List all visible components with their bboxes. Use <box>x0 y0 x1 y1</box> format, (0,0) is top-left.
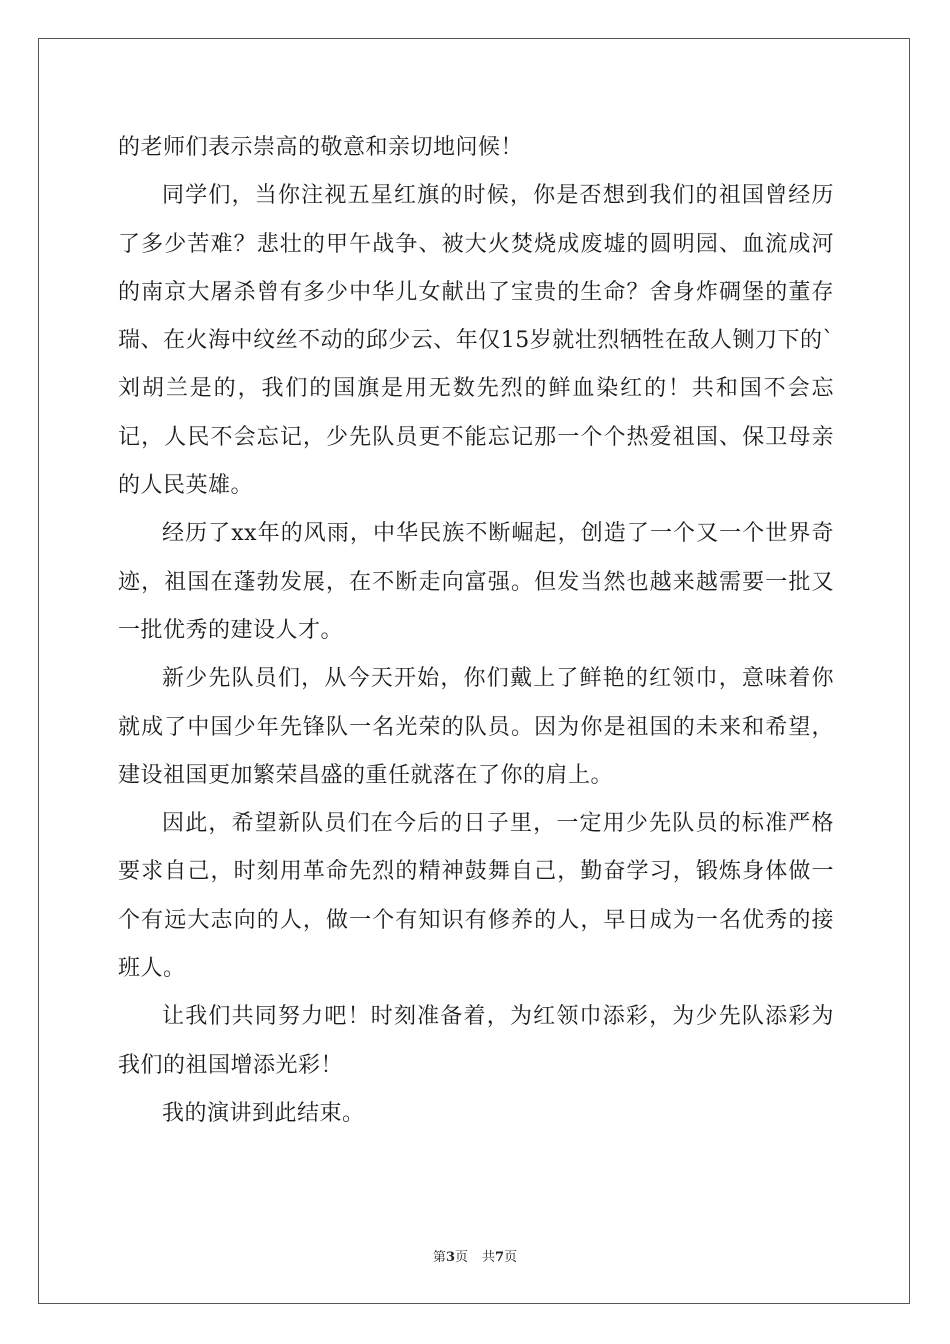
document-body <box>118 124 834 1138</box>
paragraph: 让我们共同努力吧！时刻准备着，为红领巾添彩，为少先队添彩为我们的祖国增添光彩！ <box>118 1004 834 1078</box>
page-footer <box>0 1246 950 1265</box>
page-prefix: 第 <box>432 1250 446 1265</box>
paragraph: 经历了xx年的风雨，中华民族不断崛起，创造了一个又一个世界奇迹，祖国在蓬勃发展，在不断走向富强。但发当然也越来越需要一批又一批优秀的建设人才。 <box>118 521 834 643</box>
paragraph: 同学们，当你注视五星红旗的时候，你是否想到我们的祖国曾经历了多少苦难？悲壮的甲午战争、被大火焚烧成废墟的圆明园、血流成河的南京大屠杀曾有多少中华儿女献出了宝贵的生命？舍身炸碉堡的董存瑞、在火海中纹丝不动的邱少云、年仅15岁就壮烈牺牲在敌人铡刀下的`刘胡兰是的，我们的国旗是用无数先烈的鲜血染红的！共和国不会忘记，人民不会忘记，少先队员更不能忘记那一个个热爱祖国、保卫母亲的人民英雄。 <box>118 183 834 499</box>
paragraph: 新少先队员们，从今天开始，你们戴上了鲜艳的红领巾，意味着你就成了中国少年先锋队一名光荣的队员。因为你是祖国的未来和希望，建设祖国更加繁荣昌盛的重任就落在了你的肩上。 <box>118 666 834 788</box>
paragraph: 我的演讲到此结束。 <box>162 1100 365 1126</box>
page-suffix: 页 <box>454 1250 468 1265</box>
page-total: 7 <box>495 1250 505 1265</box>
paragraph: 的老师们表示崇高的敬意和亲切地问候！ <box>118 135 524 160</box>
total-prefix: 共 <box>482 1250 496 1265</box>
paragraph: 因此，希望新队员们在今后的日子里，一定用少先队员的标准严格要求自己，时刻用革命先烈的精神鼓舞自己，勤奋学习，锻炼身体做一个有远大志向的人，做一个有知识有修养的人，早日成为一名优秀的接班人。 <box>118 811 834 982</box>
page-current: 3 <box>445 1250 455 1265</box>
total-suffix: 页 <box>504 1250 518 1265</box>
